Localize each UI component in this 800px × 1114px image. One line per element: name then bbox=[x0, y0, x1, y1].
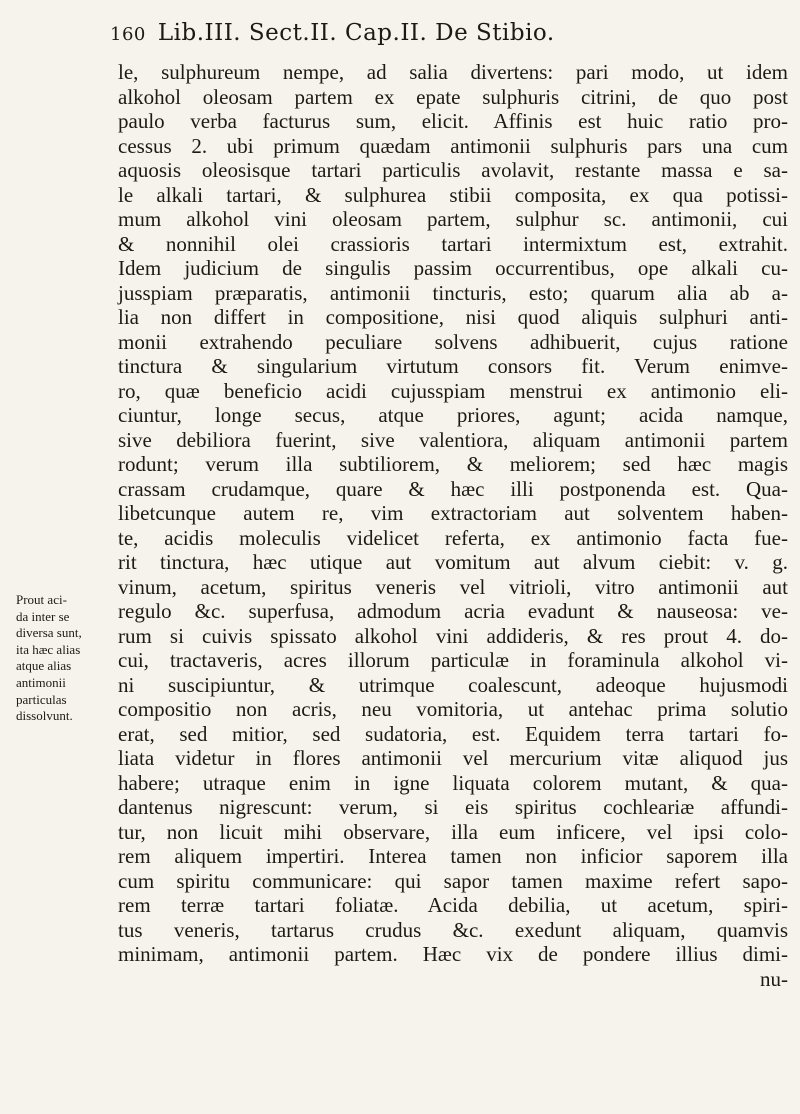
text-line: tinctura & singularium virtutum consors fit. Verum enimve- bbox=[118, 354, 788, 378]
margin-note-line: dissolvunt. bbox=[16, 708, 73, 724]
text-line: erat, sed mitior, sed sudatoria, est. Equidem terra tartari fo- bbox=[118, 721, 788, 746]
text-line: & nonnihil olei crassioris tartari intermixtum est, extrahit. bbox=[118, 231, 788, 256]
text-line: compositio non acris, neu vomitoria, ut antehac prima solutio bbox=[118, 697, 788, 721]
text-line: nu- bbox=[760, 966, 788, 991]
text-line: rum si cuivis spissato alkohol vini addideris, & res prout 4. do- bbox=[118, 623, 788, 648]
text-line: rit tinctura, hæc utique aut vomitum aut alvum ciebit: v. g. bbox=[118, 550, 788, 574]
text-line: tur, non licuit mihi observare, illa eum inficere, vel ipsi colo- bbox=[118, 819, 788, 844]
text-line: crassam crudamque, quare & hæc illi postponenda est. Qua- bbox=[118, 476, 788, 501]
margin-note-line: ita hæc alias bbox=[16, 641, 81, 657]
text-line: paulo verba facturus sum, elicit. Affinis est huic ratio pro- bbox=[118, 109, 788, 133]
text-line: le alkali tartari, & sulphurea stibii composita, ex qua potissi- bbox=[118, 182, 788, 207]
text-line: aquosis oleosisque tartari particulis avolavit, restante massa e sa- bbox=[118, 158, 788, 182]
running-head-title: Lib.III. Sect.II. Cap.II. De Stibio. bbox=[157, 20, 555, 46]
running-head bbox=[110, 20, 730, 50]
text-line: libetcunque autem re, vim extractoriam aut solventem haben- bbox=[118, 501, 788, 525]
text-line: dantenus nigrescunt: verum, si eis spiritus cochleariæ affundi- bbox=[118, 795, 788, 819]
margin-note-line: particulas bbox=[16, 691, 67, 707]
text-line: cum spiritu communicare: qui sapor tamen maxime refert sapo- bbox=[118, 868, 788, 893]
text-line: rodunt; verum illa subtiliorem, & meliorem; sed hæc magis bbox=[118, 452, 788, 476]
margin-note bbox=[16, 592, 108, 725]
text-line: monii extrahendo peculiare solvens adhibuerit, cujus ratione bbox=[118, 329, 788, 354]
text-line: ciuntur, longe secus, atque priores, agunt; acida namque, bbox=[118, 403, 788, 427]
text-line: ro, quæ beneficio acidi cujusspiam menstrui ex antimonio eli- bbox=[118, 378, 788, 403]
text-line: tus veneris, tartarus crudus &c. exedunt aliquam, quamvis bbox=[118, 917, 788, 942]
margin-note-line: da inter se bbox=[16, 608, 70, 624]
margin-note-line: diversa sunt, bbox=[16, 625, 82, 641]
text-line: lia non differt in compositione, nisi quod aliquis sulphuri anti- bbox=[118, 305, 788, 329]
text-line: habere; utraque enim in igne liquata colorem mutant, & qua- bbox=[118, 770, 788, 795]
text-line: minimam, antimonii partem. Hæc vix de pondere illius dimi- bbox=[118, 942, 788, 966]
text-line: sive debiliora fuerint, sive valentiora, aliquam antimonii partem bbox=[118, 427, 788, 452]
text-line: jusspiam præparatis, antimonii tincturis, esto; quarum alia ab a- bbox=[118, 280, 788, 305]
text-line: alkohol oleosam partem ex epate sulphuris citrini, de quo post bbox=[118, 84, 788, 109]
text-line: cessus 2. ubi primum quædam antimonii sulphuris pars una cum bbox=[118, 133, 788, 158]
text-line: mum alkohol vini oleosam partem, sulphur sc. antimonii, cui bbox=[118, 207, 788, 231]
text-line: Idem judicium de singulis passim occurrentibus, ope alkali cu- bbox=[118, 256, 788, 280]
text-line: rem aliquem impertiri. Interea tamen non inficior saporem illa bbox=[118, 844, 788, 868]
body-text bbox=[118, 60, 788, 991]
text-line: regulo &c. superfusa, admodum acria evadunt & nauseosa: ve- bbox=[118, 599, 788, 623]
text-line: liata videtur in flores antimonii vel mercurium vitæ aliquod jus bbox=[118, 746, 788, 770]
margin-note-line: Prout aci- bbox=[16, 592, 67, 607]
page-number: 160 bbox=[110, 24, 146, 45]
text-line: cui, tractaveris, acres illorum particulæ in foraminula alkohol vi- bbox=[118, 648, 788, 672]
margin-note-line: atque alias bbox=[16, 658, 72, 674]
text-line: te, acidis moleculis videlicet referta, ex antimonio facta fue- bbox=[118, 525, 788, 550]
text-line: vinum, acetum, spiritus veneris vel vitrioli, vitro antimonii aut bbox=[118, 574, 788, 599]
text-line: le, sulphureum nempe, ad salia divertens: pari modo, ut idem bbox=[118, 60, 788, 84]
text-line: rem terræ tartari foliatæ. Acida debilia, ut acetum, spiri- bbox=[118, 893, 788, 917]
margin-note-line: antimonii bbox=[16, 674, 66, 690]
text-line: ni suscipiuntur, & utrimque coalescunt, adeoque hujusmodi bbox=[118, 672, 788, 697]
